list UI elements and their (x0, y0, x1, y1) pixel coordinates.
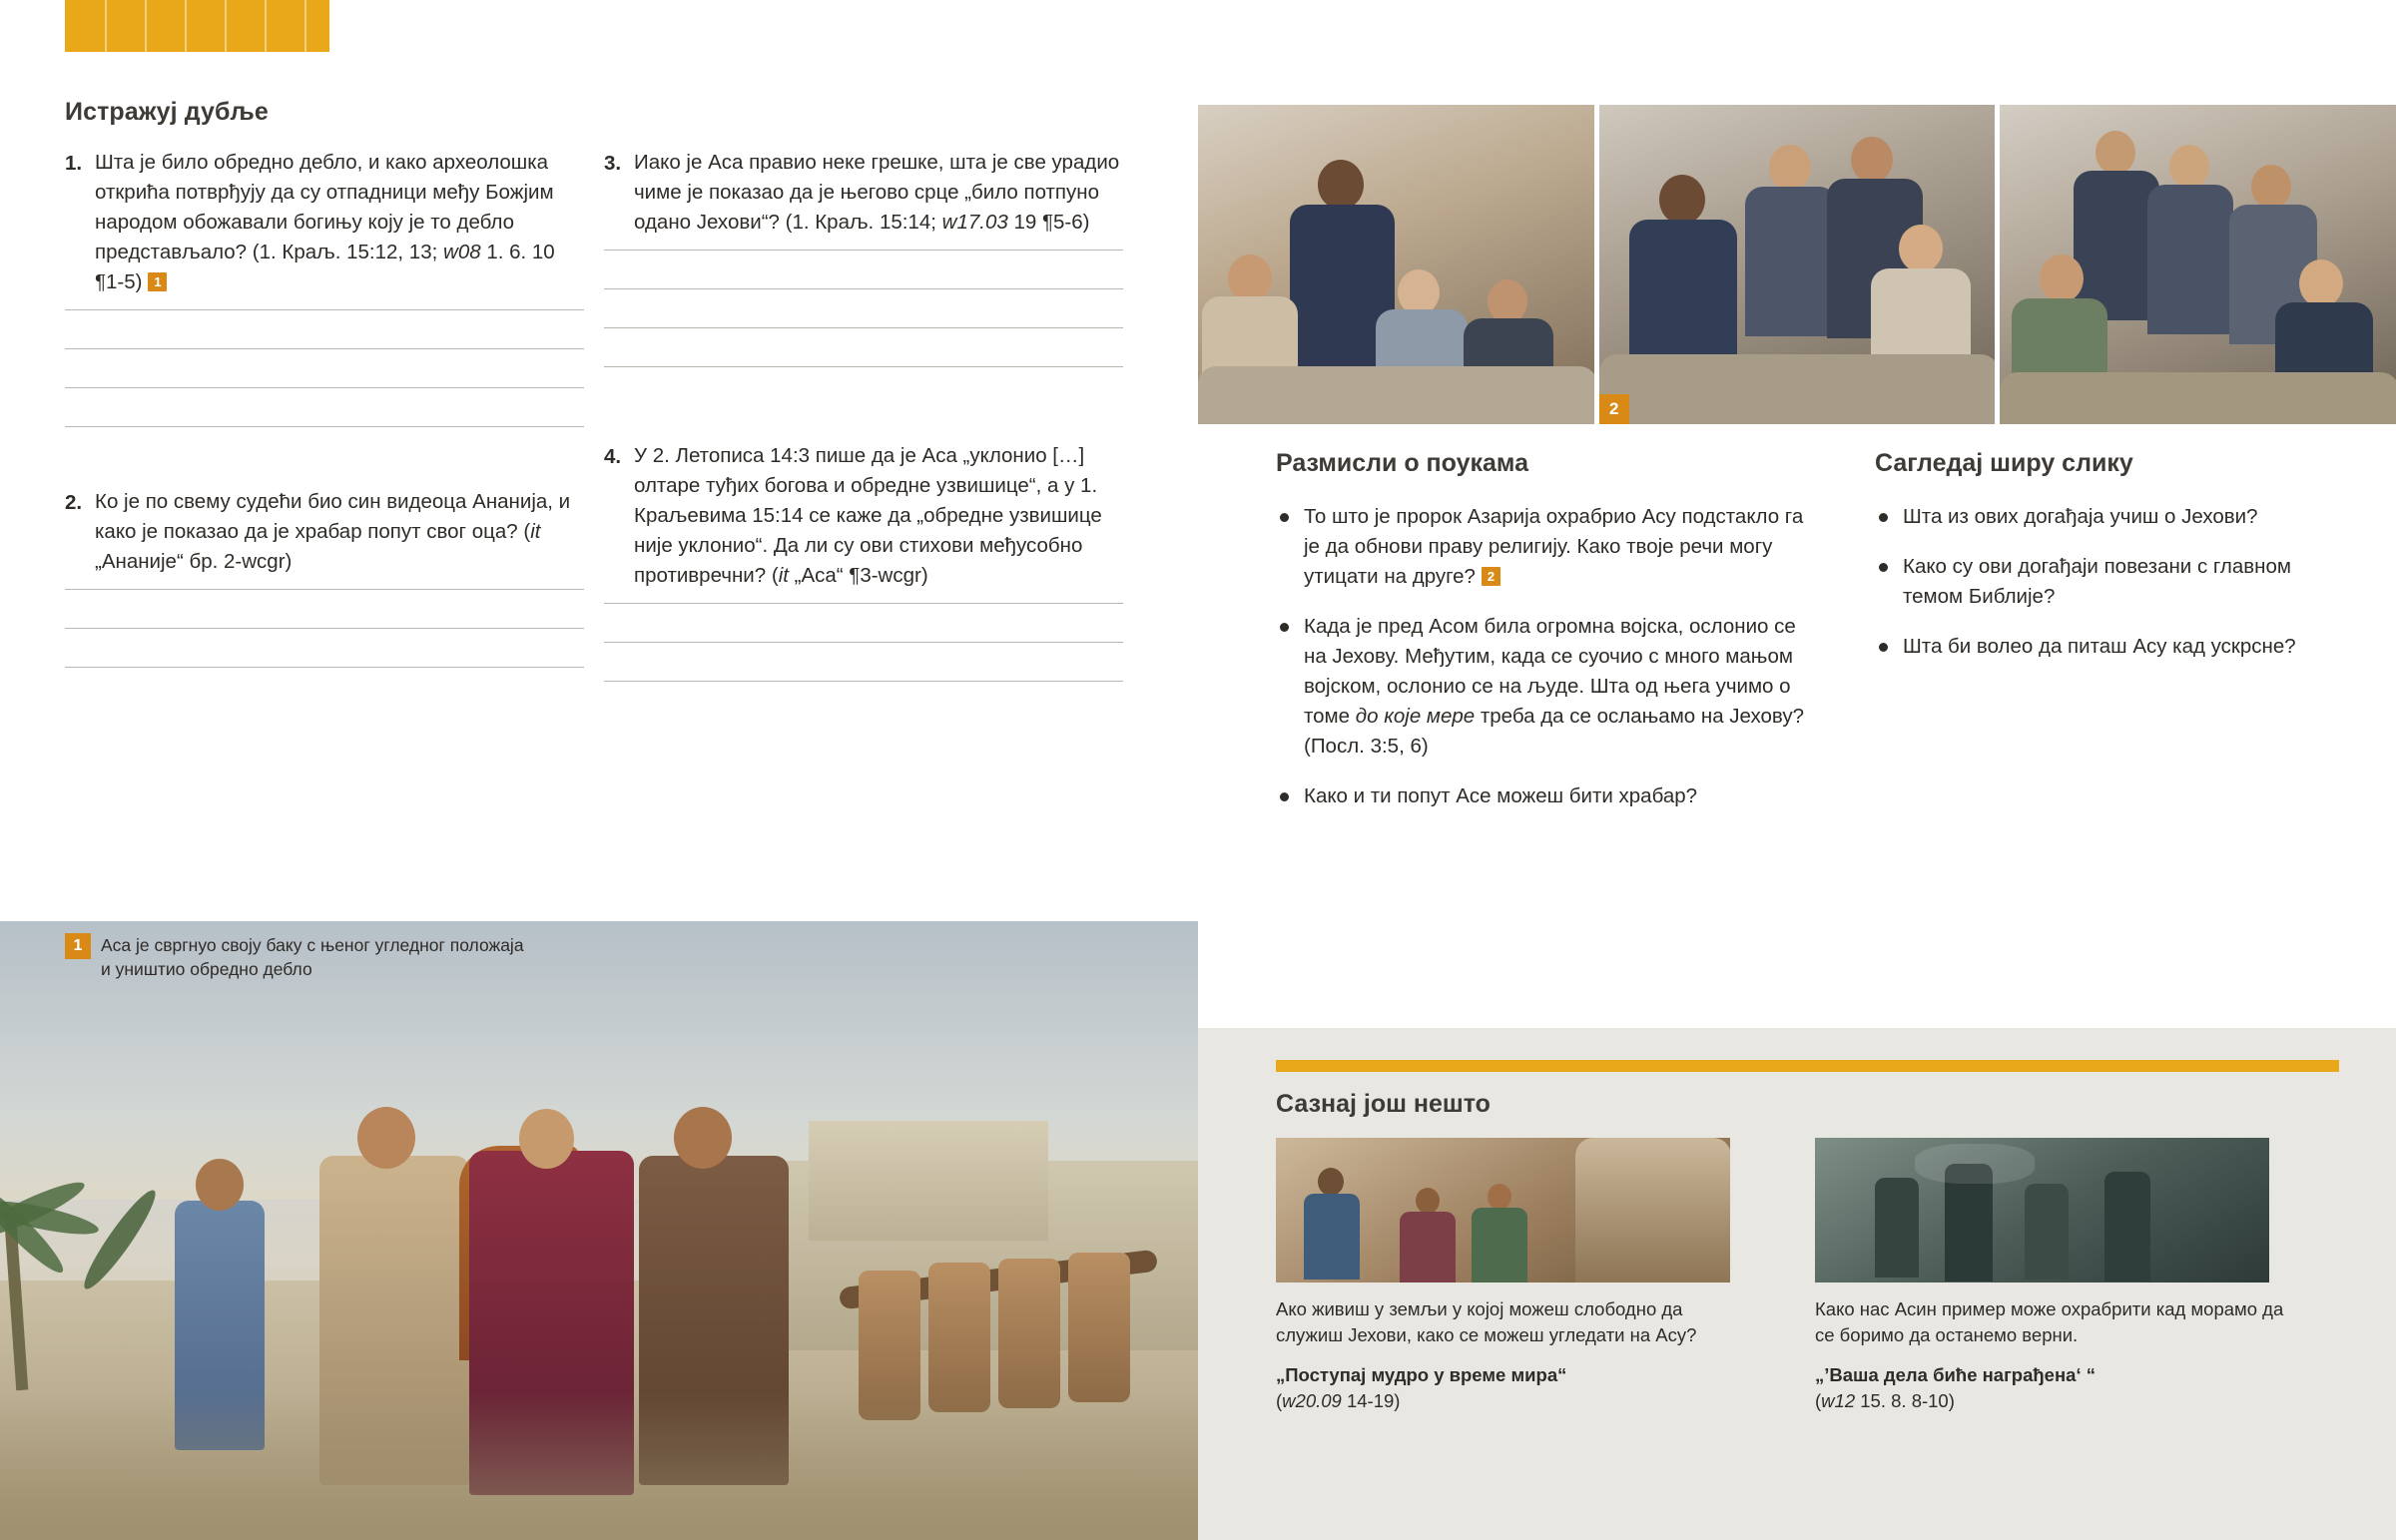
answer-lines[interactable] (604, 250, 1123, 367)
lessons-list (1276, 502, 1815, 811)
blue-robed-figure-head (196, 1159, 244, 1211)
photo-strip (1198, 105, 2396, 424)
learn-more-description: Ако живиш у земљи у којој можеш слободно да служиш Јехови, како се можеш угледати на Асу? (1276, 1298, 1697, 1345)
learn-more-item[interactable] (1815, 1138, 2284, 1414)
list-item: Како су ови догађаји повезани с главном темом Библије? (1875, 552, 2354, 612)
list-item: Како и ти попут Асе можеш бити храбар? (1276, 781, 1815, 811)
questions-column-2 (604, 148, 1123, 720)
question-text: Ко је по свему судећи био син видеоца Ананија, и како је показао да је храбар попут свог оца? (it „Ананије“ бр. 2-wcgr) (95, 490, 571, 573)
photo-congregation-3 (2000, 105, 2396, 424)
question-item (604, 148, 1123, 238)
section-title-dig-deeper: Истражуј дубље (65, 98, 269, 126)
list-item: Шта из ових догађаја учиш о Јехови? (1875, 502, 2354, 532)
learn-more-title: Сазнај још нешто (1276, 1090, 1491, 1118)
question-number: 1. (65, 152, 83, 175)
learn-more-thumbnail-2[interactable] (1815, 1138, 2269, 1283)
illustration-wall-far (809, 1121, 1048, 1241)
caption-badge: 1 (65, 933, 91, 959)
illustration-caption-1 (65, 933, 534, 981)
question-item (65, 148, 584, 297)
answer-line[interactable] (604, 681, 1123, 682)
photo-badge-2: 2 (1599, 394, 1629, 424)
guard-right-head (674, 1107, 732, 1169)
learn-more-panel (1198, 1028, 2396, 1540)
photo-congregation-2 (1599, 105, 1996, 424)
answer-lines[interactable] (65, 309, 584, 427)
gold-divider-bar (1276, 1060, 2339, 1072)
illustration-asa-queen-mother (0, 921, 1198, 1540)
question-number: 4. (604, 445, 622, 468)
question-text: Иако је Аса правио неке грешке, шта је све урадио чиме је показао да је његово срце „било потпуно одано Јехови“? (1. Краљ. 15:14; w17.03 19 ¶5-6) (634, 151, 1120, 234)
big-picture-title: Сагледај ширу слику (1875, 449, 2133, 477)
caption-text: Аса је свргнуо своју баку с њеног угледног положаја и уништио обредно дебло (101, 935, 524, 979)
question-number: 3. (604, 152, 622, 175)
list-item: Шта би волео да питаш Асу кад ускрсне? (1875, 632, 2354, 662)
answer-line[interactable] (604, 642, 1123, 643)
answer-line[interactable] (65, 426, 584, 427)
reference-badge: 1 (148, 272, 167, 291)
gold-header-bar (65, 0, 329, 52)
answer-line[interactable] (604, 288, 1123, 289)
answer-line[interactable] (65, 667, 584, 668)
question-text: У 2. Летописа 14:3 пише да је Аса „уклонио […] олтаре туђих богова и обредне узвишице“, а у 1. Краљевима 15:14 се каже да „обредне узвишице није уклонио“. Да ли су ови стихови међусобно противречни? (it „Аса“ ¶3-wcgr) (634, 444, 1102, 587)
answer-line[interactable] (65, 589, 584, 590)
learn-more-description: Како нас Асин пример може охрабрити кад морамо да се боримо да останемо верни. (1815, 1298, 2284, 1345)
answer-lines[interactable] (604, 603, 1123, 682)
answer-line[interactable] (65, 628, 584, 629)
illustration-dust (0, 1390, 1198, 1540)
lessons-title: Размисли о поукама (1276, 449, 1528, 477)
answer-lines[interactable] (65, 589, 584, 668)
question-number: 2. (65, 491, 83, 514)
big-picture-list (1875, 502, 2354, 662)
section-big-picture (1875, 449, 2354, 682)
worker-figure (998, 1259, 1060, 1408)
learn-more-item[interactable] (1276, 1138, 1745, 1414)
question-item (604, 441, 1123, 591)
learn-more-items (1276, 1138, 2339, 1414)
answer-line[interactable] (604, 366, 1123, 367)
answer-line[interactable] (604, 250, 1123, 251)
list-item: То што је пророк Азарија охрабрио Асу подстакло га је да обнови праву религију. Како твоје речи могу утицати на друге? 2 (1276, 502, 1815, 592)
answer-line[interactable] (65, 348, 584, 349)
queen-mother-head (519, 1109, 574, 1169)
answer-line[interactable] (604, 327, 1123, 328)
worker-figure (1068, 1253, 1130, 1402)
list-item: Када је пред Асом била огромна војска, ослонио се на Јехову. Међутим, када се суочио с много мањом војском, ослонио се на људе. Шта од њега учимо о томе до које мере треба да се ослањамо на Јехову? (Посл. 3:5, 6) (1276, 612, 1815, 762)
guard-left-head (357, 1107, 415, 1169)
learn-more-reference: „’Ваша дела биће награђена‘ “ (w12 15. 8. 8-10) (1815, 1364, 2096, 1411)
answer-line[interactable] (65, 387, 584, 388)
answer-line[interactable] (604, 603, 1123, 604)
question-text: Шта је било обредно дебло, и како археолошка открића потврђују да су отпадници међу Божјим народом обожавали богињу коју је то дебло представљало? (1. Краљ. 15:12, 13; w08 1. 6. 10 ¶1-5) 1 (95, 151, 555, 293)
learn-more-reference: „Поступај мудро у време мира“ (w20.09 14-19) (1276, 1364, 1567, 1411)
photo-congregation-1 (1198, 105, 1594, 424)
questions-column-1 (65, 148, 584, 706)
learn-more-thumbnail-1[interactable] (1276, 1138, 1730, 1283)
question-item (65, 487, 584, 577)
palm-frond-icon (77, 1185, 164, 1295)
answer-line[interactable] (65, 309, 584, 310)
reference-badge: 2 (1482, 567, 1500, 586)
section-lessons (1276, 449, 1815, 831)
